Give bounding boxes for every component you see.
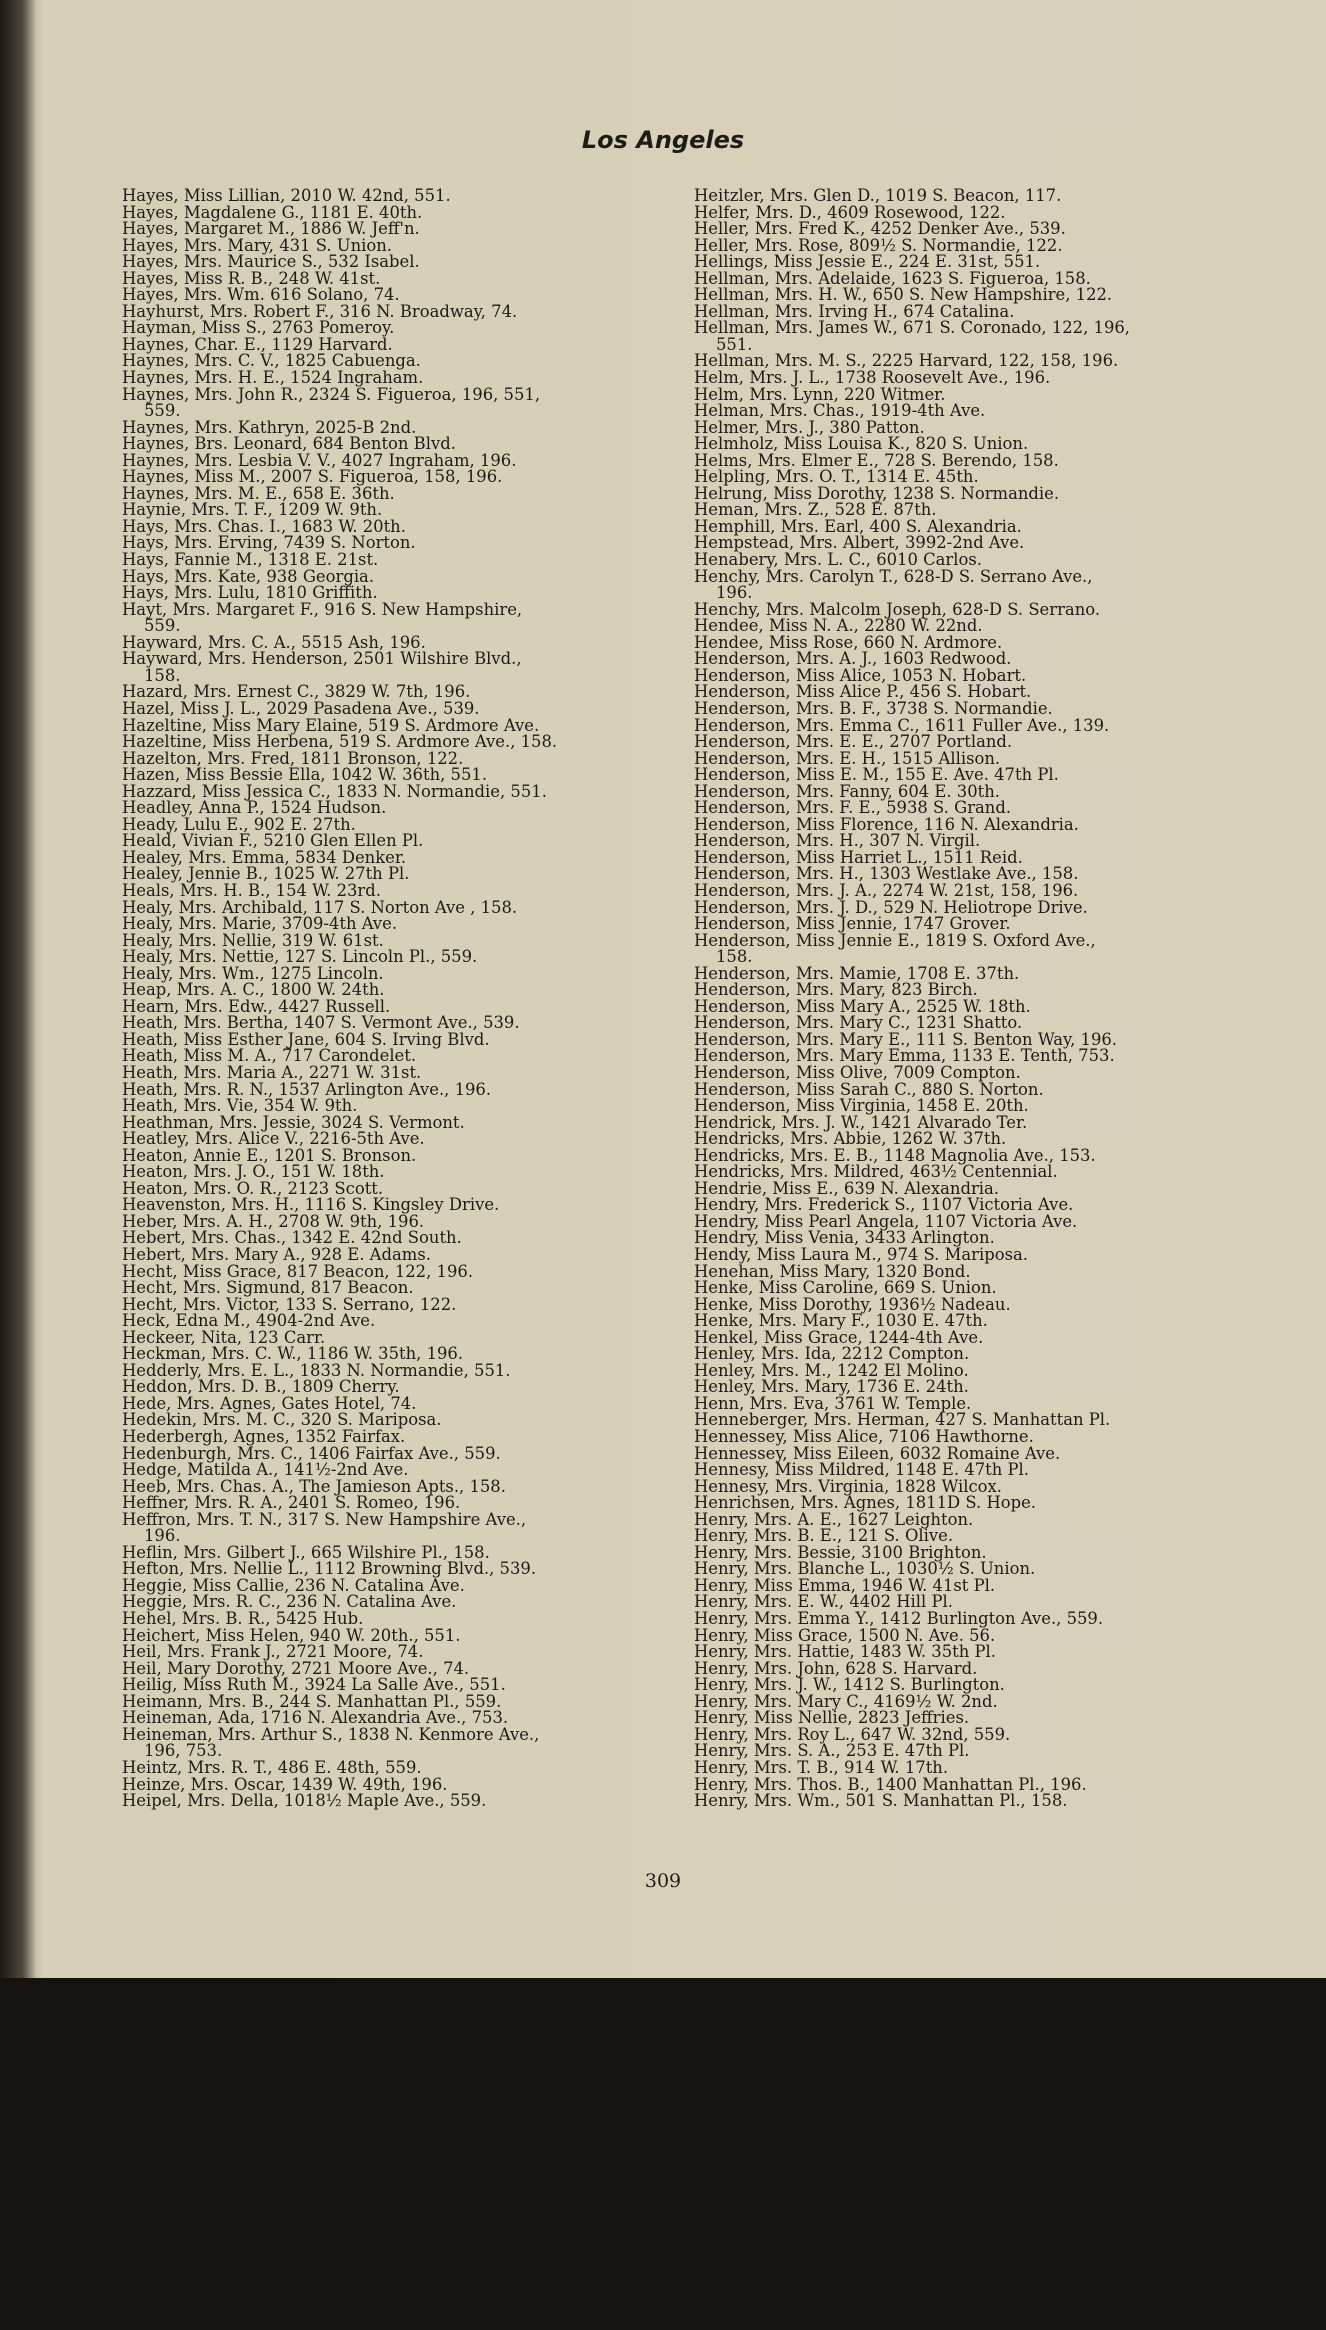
directory-entry: Henderson, Miss Sarah C., 880 S. Norton. <box>694 1079 1044 1099</box>
directory-entry: Hendee, Miss N. A., 2280 W. 22nd. <box>694 616 983 636</box>
directory-entry: Haynes, Mrs. John R., 2324 S. Figueroa, 196, 551, 559. <box>122 384 541 421</box>
directory-entry: Henabery, Mrs. L. C., 6010 Carlos. <box>694 550 982 570</box>
directory-entry: Hays, Fannie M., 1318 E. 21st. <box>122 550 379 570</box>
directory-entry: Haynes, Mrs. C. V., 1825 Cabuenga. <box>122 351 421 371</box>
directory-entry: Henderson, Mrs. Mamie, 1708 E. 37th. <box>694 963 1020 983</box>
directory-entry: Henry, Miss Nellie, 2823 Jeffries. <box>694 1708 970 1728</box>
directory-entry: Hayes, Miss Lillian, 2010 W. 42nd, 551. <box>122 186 451 205</box>
directory-entry: Hedge, Matilda A., 141½-2nd Ave. <box>122 1460 409 1480</box>
directory-entry: Hede, Mrs. Agnes, Gates Hotel, 74. <box>122 1393 417 1413</box>
directory-entry: Henneberger, Mrs. Herman, 427 S. Manhattan Pl. <box>694 1410 1111 1430</box>
directory-entry: Heil, Mary Dorothy, 2721 Moore Ave., 74. <box>122 1658 470 1678</box>
directory-entry: Henderson, Miss Olive, 7009 Compton. <box>694 1062 1021 1082</box>
directory-entry: Heggie, Miss Callie, 236 N. Catalina Ave. <box>122 1575 465 1595</box>
directory-entry: Healy, Mrs. Wm., 1275 Lincoln. <box>122 963 384 983</box>
directory-entry: Hemphill, Mrs. Earl, 400 S. Alexandria. <box>694 516 1022 536</box>
directory-entry: Henry, Mrs. A. E., 1627 Leighton. <box>694 1509 974 1529</box>
directory-entry: Henry, Mrs. Wm., 501 S. Manhattan Pl., 158. <box>694 1791 1068 1811</box>
directory-entry: Hempstead, Mrs. Albert, 3992-2nd Ave. <box>694 533 1025 553</box>
directory-entry: Hazeltine, Miss Herbena, 519 S. Ardmore Ave., 158. <box>122 732 558 752</box>
directory-entry: Heath, Mrs. Bertha, 1407 S. Vermont Ave., 539. <box>122 1013 520 1033</box>
directory-entry: Hayt, Mrs. Margaret F., 916 S. New Hampshire, 559. <box>122 599 523 636</box>
directory-entry: Healy, Mrs. Nellie, 319 W. 61st. <box>122 930 384 950</box>
directory-entry: Henry, Miss Emma, 1946 W. 41st Pl. <box>694 1575 996 1595</box>
directory-entry: Heckeer, Nita, 123 Carr. <box>122 1327 326 1347</box>
directory-entry: Hebert, Mrs. Mary A., 928 E. Adams. <box>122 1245 431 1264</box>
directory-entry: Heman, Mrs. Z., 528 E. 87th. <box>694 500 937 520</box>
directory-entry: Haynes, Char. E., 1129 Harvard. <box>122 334 393 354</box>
directory-entry: Henderson, Miss Mary A., 2525 W. 18th. <box>694 996 1031 1016</box>
directory-entry: Helfer, Mrs. D., 4609 Rosewood, 122. <box>694 202 1006 222</box>
directory-entry: Haynes, Brs. Leonard, 684 Benton Blvd. <box>122 434 456 454</box>
directory-entry: Hayes, Mrs. Maurice S., 532 Isabel. <box>122 252 420 272</box>
directory-entry: Henley, Mrs. Mary, 1736 E. 24th. <box>694 1377 969 1397</box>
directory-entry: Henderson, Miss Florence, 116 N. Alexandria. <box>694 814 1079 834</box>
directory-entry: Heady, Lulu E., 902 E. 27th. <box>122 814 356 834</box>
directory-entry: Henderson, Mrs. J. A., 2274 W. 21st, 158, 196. <box>694 880 1079 900</box>
directory-entry: Hennesy, Miss Mildred, 1148 E. 47th Pl. <box>694 1460 1029 1480</box>
directory-entry: Hecht, Miss Grace, 817 Beacon, 122, 196. <box>122 1261 474 1281</box>
directory-entry: Hellman, Mrs. Adelaide, 1623 S. Figueroa, 158. <box>694 268 1091 288</box>
directory-entry: Henry, Mrs. John, 628 S. Harvard. <box>694 1658 978 1678</box>
directory-entry: Heath, Mrs. R. N., 1537 Arlington Ave., 196. <box>122 1079 492 1099</box>
directory-entry: Headley, Anna P., 1524 Hudson. <box>122 798 387 818</box>
directory-entry: Henchy, Mrs. Carolyn T., 628-D S. Serrano Ave., 196. <box>694 566 1093 603</box>
directory-entry: Hays, Mrs. Kate, 938 Georgia. <box>122 566 375 586</box>
directory-entry: Hayes, Margaret M., 1886 W. Jeff'n. <box>122 219 420 239</box>
directory-entry: Haynes, Miss M., 2007 S. Figueroa, 158, 196. <box>122 467 503 487</box>
directory-entry: Henderson, Miss Jennie, 1747 Grover. <box>694 914 1011 934</box>
directory-entry: Henderson, Mrs. H., 307 N. Virgil. <box>694 831 981 851</box>
left-column <box>122 188 662 1810</box>
directory-entry: Haynes, Mrs. M. E., 658 E. 36th. <box>122 483 395 503</box>
directory-entry: Henry, Mrs. Blanche L., 1030½ S. Union. <box>694 1559 1036 1579</box>
directory-entry: Henke, Miss Caroline, 669 S. Union. <box>694 1278 997 1298</box>
directory-entry: Henderson, Mrs. E. E., 2707 Portland. <box>694 732 1013 752</box>
directory-entry: Heals, Mrs. H. B., 154 W. 23rd. <box>122 880 381 900</box>
directory-entry: Hazeltine, Miss Mary Elaine, 519 S. Ardmore Ave. <box>122 715 540 735</box>
directory-entry: Heineman, Ada, 1716 N. Alexandria Ave., 753. <box>122 1708 509 1728</box>
directory-entry: Hazard, Mrs. Ernest C., 3829 W. 7th, 196. <box>122 682 471 702</box>
directory-entry: Henderson, Mrs. Mary Emma, 1133 E. Tenth, 753. <box>694 1046 1115 1066</box>
directory-entry: Henderson, Miss Virginia, 1458 E. 20th. <box>694 1096 1029 1116</box>
directory-entry: Heil, Mrs. Frank J., 2721 Moore, 74. <box>122 1642 424 1662</box>
directory-entry: Heffron, Mrs. T. N., 317 S. New Hampshire Ave., 196. <box>122 1509 527 1546</box>
directory-entry: Hazel, Miss J. L., 2029 Pasadena Ave., 539. <box>122 698 480 718</box>
directory-entry: Heddon, Mrs. D. B., 1809 Cherry. <box>122 1377 400 1397</box>
directory-entry: Heitzler, Mrs. Glen D., 1019 S. Beacon, 117. <box>694 186 1062 205</box>
directory-entry: Henry, Mrs. Bessie, 3100 Brighton. <box>694 1542 987 1562</box>
directory-entry: Healey, Jennie B., 1025 W. 27th Pl. <box>122 864 410 884</box>
directory-entry: Hendee, Miss Rose, 660 N. Ardmore. <box>694 632 1003 652</box>
directory-entry: Hendricks, Mrs. E. B., 1148 Magnolia Ave., 153. <box>694 1145 1096 1165</box>
directory-entry: Heeb, Mrs. Chas. A., The Jamieson Apts., 158. <box>122 1476 506 1496</box>
directory-entry: Henley, Mrs. M., 1242 El Molino. <box>694 1360 969 1380</box>
directory-entry: Henry, Mrs. J. W., 1412 S. Burlington. <box>694 1675 1005 1695</box>
directory-entry: Helman, Mrs. Chas., 1919-4th Ave. <box>694 401 986 421</box>
directory-entry: Heffner, Mrs. R. A., 2401 S. Romeo, 196. <box>122 1493 461 1513</box>
directory-entry: Hennesy, Mrs. Virginia, 1828 Wilcox. <box>694 1476 1002 1496</box>
directory-entry: Henderson, Miss Jennie E., 1819 S. Oxford Ave., 158. <box>694 930 1096 967</box>
directory-entry: Helms, Mrs. Elmer E., 728 S. Berendo, 158. <box>694 450 1059 470</box>
directory-entry: Henry, Mrs. Emma Y., 1412 Burlington Ave., 559. <box>694 1609 1104 1629</box>
directory-entry: Hayward, Mrs. C. A., 5515 Ash, 196. <box>122 632 426 652</box>
directory-entry: Henry, Miss Grace, 1500 N. Ave. 56. <box>694 1625 996 1645</box>
directory-entry: Henderson, Mrs. Mary E., 111 S. Benton Way, 196. <box>694 1029 1118 1049</box>
directory-entry: Healy, Mrs. Archibald, 117 S. Norton Ave , 158. <box>122 897 518 917</box>
directory-entry: Hecht, Mrs. Victor, 133 S. Serrano, 122. <box>122 1294 457 1314</box>
directory-entry: Henry, Mrs. T. B., 914 W. 17th. <box>694 1757 949 1777</box>
directory-entry: Hedderly, Mrs. E. L., 1833 N. Normandie, 551. <box>122 1360 511 1380</box>
directory-entry: Hendricks, Mrs. Mildred, 463½ Centennial. <box>694 1162 1058 1182</box>
directory-entry: Hederbergh, Agnes, 1352 Fairfax. <box>122 1427 406 1447</box>
directory-entry: Helmholz, Miss Louisa K., 820 S. Union. <box>694 434 1029 454</box>
directory-entry: Henderson, Miss E. M., 155 E. Ave. 47th Pl. <box>694 765 1059 785</box>
directory-entry: Heggie, Mrs. R. C., 236 N. Catalina Ave. <box>122 1592 457 1612</box>
directory-entry: Henderson, Miss Harriet L., 1511 Reid. <box>694 847 1023 867</box>
directory-entry: Hays, Mrs. Chas. I., 1683 W. 20th. <box>122 516 406 536</box>
directory-entry: Henchy, Mrs. Malcolm Joseph, 628-D S. Serrano. <box>694 599 1101 619</box>
directory-entry: Hennessey, Miss Eileen, 6032 Romaine Ave. <box>694 1443 1061 1463</box>
directory-entry: Hays, Mrs. Lulu, 1810 Griffith. <box>122 583 378 603</box>
directory-entry: Henderson, Mrs. J. D., 529 N. Heliotrope Drive. <box>694 897 1088 917</box>
directory-entry: Henry, Mrs. Thos. B., 1400 Manhattan Pl., 196. <box>694 1774 1087 1794</box>
directory-entry: Heath, Mrs. Vie, 354 W. 9th. <box>122 1096 358 1116</box>
directory-entry: Helrung, Miss Dorothy, 1238 S. Normandie. <box>694 483 1060 503</box>
directory-entry: Hennessey, Miss Alice, 7106 Hawthorne. <box>694 1427 1034 1447</box>
directory-entry: Heath, Miss M. A., 717 Carondelet. <box>122 1046 417 1066</box>
directory-entry: Heller, Mrs. Fred K., 4252 Denker Ave., 539. <box>694 219 1066 239</box>
directory-entry: Henry, Mrs. B. E., 121 S. Olive. <box>694 1526 954 1546</box>
directory-entry: Hendrick, Mrs. J. W., 1421 Alvarado Ter. <box>694 1112 1028 1132</box>
directory-entry: Hedekin, Mrs. M. C., 320 S. Mariposa. <box>122 1410 442 1430</box>
directory-entry: Hellman, Mrs. M. S., 2225 Harvard, 122, 158, 196. <box>694 351 1119 371</box>
directory-entry: Heaton, Mrs. J. O., 151 W. 18th. <box>122 1162 385 1182</box>
directory-entry: Helm, Mrs. Lynn, 220 Witmer. <box>694 384 946 404</box>
scan-background <box>0 1978 1326 2330</box>
directory-entry: Henderson, Miss Alice P., 456 S. Hobart. <box>694 682 1032 702</box>
directory-entry: Henkel, Miss Grace, 1244-4th Ave. <box>694 1327 984 1347</box>
directory-entry: Hayes, Magdalene G., 1181 E. 40th. <box>122 202 423 222</box>
directory-entry: Hayes, Miss R. B., 248 W. 41st. <box>122 268 381 288</box>
directory-entry: Henderson, Mrs. F. E., 5938 S. Grand. <box>694 798 1012 818</box>
directory-entry: Hendry, Miss Venia, 3433 Arlington. <box>694 1228 995 1248</box>
directory-entry: Hazen, Miss Bessie Ella, 1042 W. 36th, 551. <box>122 765 488 785</box>
directory-entry: Heap, Mrs. A. C., 1800 W. 24th. <box>122 980 385 1000</box>
directory-entry: Heflin, Mrs. Gilbert J., 665 Wilshire Pl., 158. <box>122 1542 490 1562</box>
directory-entry: Hays, Mrs. Erving, 7439 S. Norton. <box>122 533 416 553</box>
directory-entry: Henderson, Mrs. Emma C., 1611 Fuller Ave., 139. <box>694 715 1110 735</box>
directory-entry: Heinze, Mrs. Oscar, 1439 W. 49th, 196. <box>122 1774 448 1794</box>
directory-entry: Helpling, Mrs. O. T., 1314 E. 45th. <box>694 467 979 487</box>
directory-entry: Heaton, Mrs. O. R., 2123 Scott. <box>122 1178 384 1198</box>
directory-entry: Healy, Mrs. Nettie, 127 S. Lincoln Pl., 559. <box>122 947 478 967</box>
directory-entry: Hendry, Miss Pearl Angela, 1107 Victoria Ave. <box>694 1211 1078 1231</box>
directory-entry: Henderson, Mrs. E. H., 1515 Allison. <box>694 748 1001 768</box>
directory-entry: Heintz, Mrs. R. T., 486 E. 48th, 559. <box>122 1757 422 1777</box>
directory-entry: Henke, Miss Dorothy, 1936½ Nadeau. <box>694 1294 1011 1314</box>
directory-entry: Henry, Mrs. Mary C., 4169½ W. 2nd. <box>694 1691 998 1711</box>
directory-entry: Hebert, Mrs. Chas., 1342 E. 42nd South. <box>122 1228 462 1248</box>
directory-entry: Henry, Mrs. Roy L., 647 W. 32nd, 559. <box>694 1724 1011 1744</box>
directory-entry: Helm, Mrs. J. L., 1738 Roosevelt Ave., 196. <box>694 368 1051 388</box>
directory-entry: Heilig, Miss Ruth M., 3924 La Salle Ave., 551. <box>122 1675 506 1695</box>
directory-entry: Heipel, Mrs. Della, 1018½ Maple Ave., 559. <box>122 1791 487 1811</box>
directory-entry: Heck, Edna M., 4904-2nd Ave. <box>122 1311 376 1331</box>
directory-entry: Hazelton, Mrs. Fred, 1811 Bronson, 122. <box>122 748 464 768</box>
directory-entry: Heineman, Mrs. Arthur S., 1838 N. Kenmore Ave., 196, 753. <box>122 1724 540 1761</box>
directory-entry: Hazzard, Miss Jessica C., 1833 N. Normandie, 551. <box>122 781 547 801</box>
directory-entry: Haynie, Mrs. T. F., 1209 W. 9th. <box>122 500 383 520</box>
page-title: Los Angeles <box>581 126 745 154</box>
directory-entry: Henn, Mrs. Eva, 3761 W. Temple. <box>694 1393 972 1413</box>
directory-entry: Heath, Miss Esther Jane, 604 S. Irving Blvd. <box>122 1029 490 1049</box>
directory-entry: Heavenston, Mrs. H., 1116 S. Kingsley Drive. <box>122 1195 500 1215</box>
directory-entry: Henry, Mrs. Hattie, 1483 W. 35th Pl. <box>694 1642 996 1662</box>
directory-entry: Hellman, Mrs. Irving H., 674 Catalina. <box>694 301 1015 321</box>
directory-entry: Helmer, Mrs. J., 380 Patton. <box>694 417 925 437</box>
directory-entry: Henderson, Mrs. Mary C., 1231 Shatto. <box>694 1013 1023 1033</box>
directory-entry: Haynes, Mrs. H. E., 1524 Ingraham. <box>122 368 424 388</box>
directory-entry: Hayes, Mrs. Wm. 616 Solano, 74. <box>122 285 400 305</box>
directory-entry: Hendrie, Miss E., 639 N. Alexandria. <box>694 1178 1000 1198</box>
directory-entry: Haynes, Mrs. Lesbia V. V., 4027 Ingraham, 196. <box>122 450 517 470</box>
directory-entry: Heichert, Miss Helen, 940 W. 20th., 551. <box>122 1625 461 1645</box>
page-number: 309 <box>644 1870 682 1892</box>
directory-entry: Henderson, Mrs. H., 1303 Westlake Ave., 158. <box>694 864 1079 884</box>
directory-entry: Henderson, Mrs. Mary, 823 Birch. <box>694 980 978 1000</box>
directory-entry: Healey, Mrs. Emma, 5834 Denker. <box>122 847 407 867</box>
directory-entry: Heaton, Annie E., 1201 S. Bronson. <box>122 1145 417 1165</box>
directory-entry: Hayes, Mrs. Mary, 431 S. Union. <box>122 235 393 255</box>
directory-entry: Heath, Mrs. Maria A., 2271 W. 31st. <box>122 1062 422 1082</box>
directory-entry: Hellings, Miss Jessie E., 224 E. 31st, 551. <box>694 252 1041 272</box>
directory-entry: Hayhurst, Mrs. Robert F., 316 N. Broadway, 74. <box>122 301 518 321</box>
book-gutter <box>0 0 36 1978</box>
directory-entry: Henry, Mrs. E. W., 4402 Hill Pl. <box>694 1592 953 1612</box>
directory-entry: Hehel, Mrs. B. R., 5425 Hub. <box>122 1609 364 1629</box>
directory-entry: Heald, Vivian F., 5210 Glen Ellen Pl. <box>122 831 424 851</box>
directory-entry: Hendricks, Mrs. Abbie, 1262 W. 37th. <box>694 1129 1007 1149</box>
directory-entry: Heatley, Mrs. Alice V., 2216-5th Ave. <box>122 1129 425 1149</box>
directory-entry: Haynes, Mrs. Kathryn, 2025-B 2nd. <box>122 417 417 437</box>
directory-entry: Heimann, Mrs. B., 244 S. Manhattan Pl., 559. <box>122 1691 502 1711</box>
directory-entry: Hefton, Mrs. Nellie L., 1112 Browning Blvd., 539. <box>122 1559 537 1579</box>
directory-entry: Henderson, Mrs. A. J., 1603 Redwood. <box>694 649 1012 669</box>
directory-entry: Heller, Mrs. Rose, 809½ S. Normandie, 122. <box>694 235 1063 255</box>
directory-entry: Heathman, Mrs. Jessie, 3024 S. Vermont. <box>122 1112 465 1132</box>
directory-entry: Henley, Mrs. Ida, 2212 Compton. <box>694 1344 970 1364</box>
directory-entry: Henehan, Miss Mary, 1320 Bond. <box>694 1261 971 1281</box>
directory-entry: Hayman, Miss S., 2763 Pomeroy. <box>122 318 395 338</box>
directory-entry: Henrichsen, Mrs. Agnes, 1811D S. Hope. <box>694 1493 1037 1513</box>
directory-entry: Henderson, Miss Alice, 1053 N. Hobart. <box>694 665 1027 685</box>
directory-entry: Hendry, Mrs. Frederick S., 1107 Victoria Ave. <box>694 1195 1074 1215</box>
directory-entry: Hellman, Mrs. James W., 671 S. Coronado, 122, 196, 551. <box>694 318 1131 354</box>
directory-entry: Hellman, Mrs. H. W., 650 S. New Hampshire, 122. <box>694 285 1113 305</box>
directory-entry: Henry, Mrs. S. A., 253 E. 47th Pl. <box>694 1741 970 1761</box>
directory-entry: Hayward, Mrs. Henderson, 2501 Wilshire Blvd., 158. <box>122 649 522 685</box>
right-column <box>694 188 1254 1810</box>
directory-entry: Hecht, Mrs. Sigmund, 817 Beacon. <box>122 1278 414 1298</box>
directory-entry: Henderson, Mrs. Fanny, 604 E. 30th. <box>694 781 1001 801</box>
directory-entry: Heckman, Mrs. C. W., 1186 W. 35th, 196. <box>122 1344 464 1364</box>
directory-entry: Henderson, Mrs. B. F., 3738 S. Normandie. <box>694 698 1053 718</box>
directory-entry: Healy, Mrs. Marie, 3709-4th Ave. <box>122 914 398 934</box>
directory-entry: Hendy, Miss Laura M., 974 S. Mariposa. <box>694 1245 1028 1264</box>
directory-entry: Henke, Mrs. Mary F., 1030 E. 47th. <box>694 1311 988 1331</box>
directory-entry: Hearn, Mrs. Edw., 4427 Russell. <box>122 996 391 1016</box>
directory-entry: Hedenburgh, Mrs. C., 1406 Fairfax Ave., 559. <box>122 1443 501 1463</box>
directory-entry: Heber, Mrs. A. H., 2708 W. 9th, 196. <box>122 1211 425 1231</box>
